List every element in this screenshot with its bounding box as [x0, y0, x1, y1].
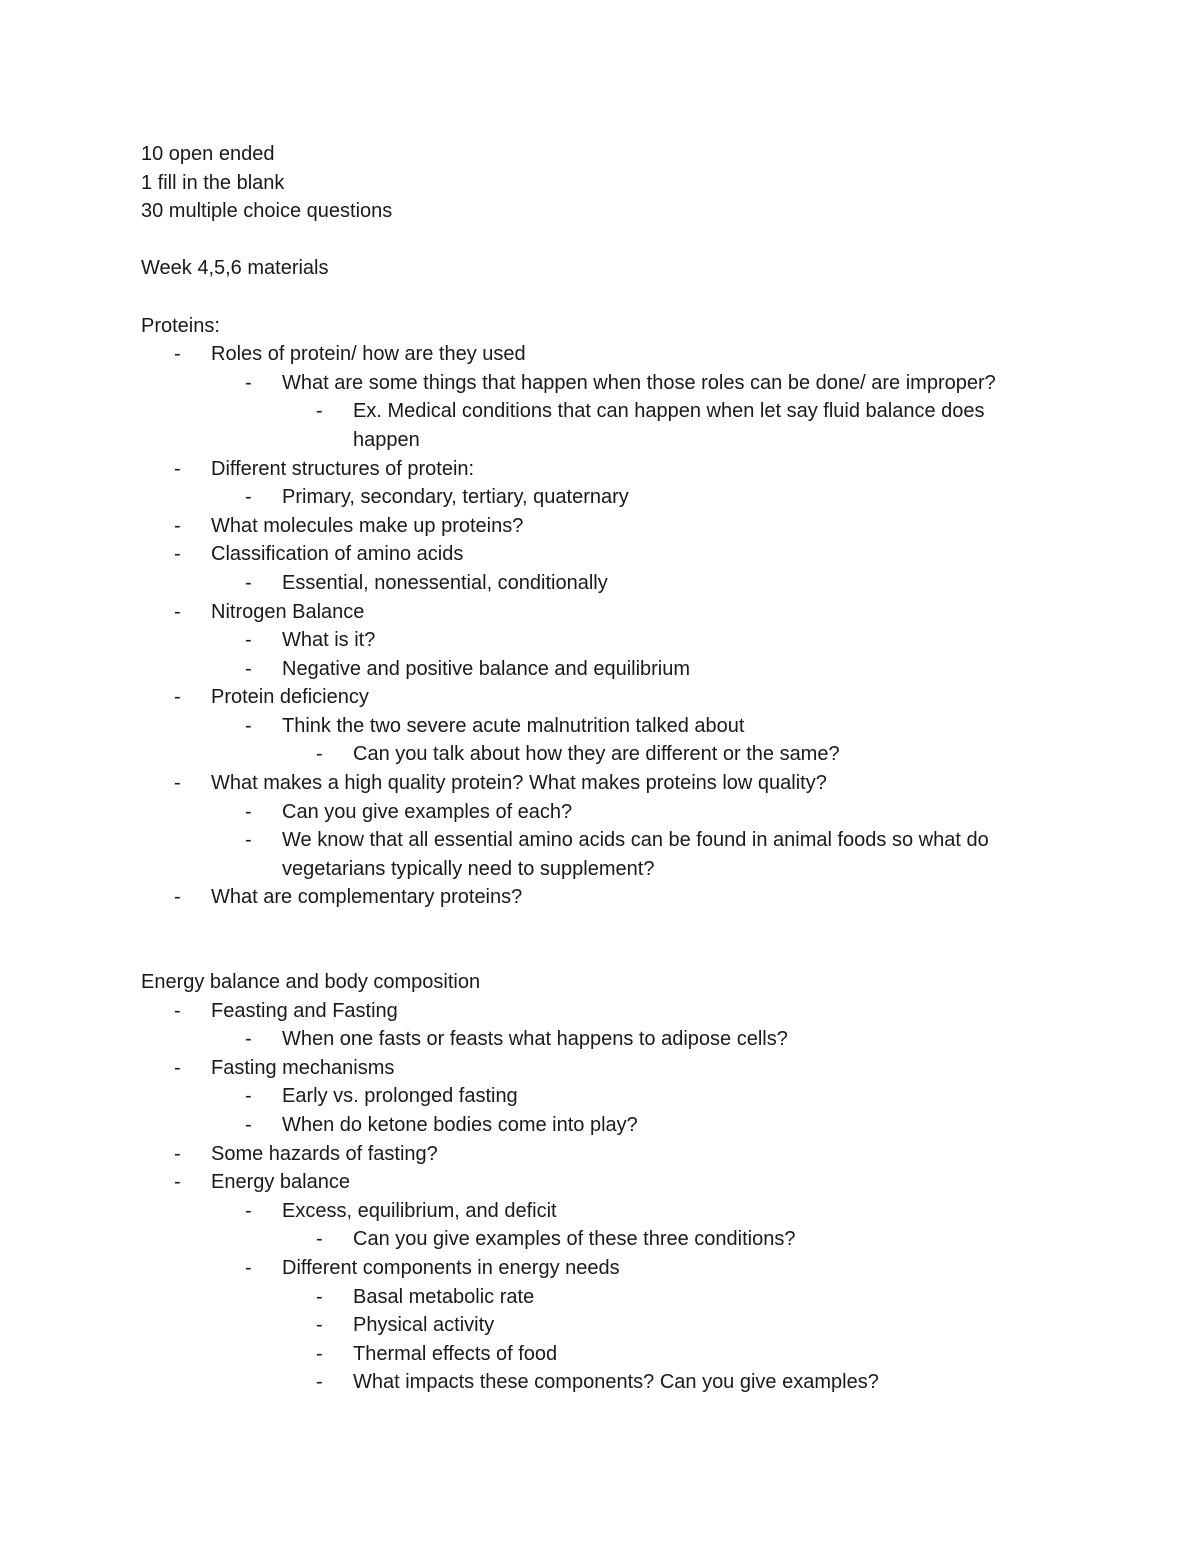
outline-item-level-3	[141, 1368, 1061, 1397]
dash-bullet-icon: -	[174, 1142, 181, 1165]
outline-item-text: What are complementary proteins?	[211, 886, 523, 909]
outline-item-text: Can you give examples of each?	[282, 800, 573, 823]
section-proteins	[141, 312, 1061, 912]
outline-item-level-3	[141, 1311, 1061, 1340]
outline-item-level-3	[141, 397, 1061, 454]
outline-item-text: What is it?	[282, 629, 376, 652]
outline-item-level-1	[141, 340, 1061, 369]
outline-item-text: What are some things that happen when those roles can be done/ are improper?	[282, 371, 996, 394]
dash-bullet-icon: -	[245, 829, 252, 852]
outline-item-text: Physical activity	[353, 1314, 495, 1337]
outline-item-text: Essential, nonessential, conditionally	[282, 571, 608, 594]
dash-bullet-icon: -	[174, 514, 181, 537]
dash-bullet-icon: -	[245, 1114, 252, 1136]
dash-bullet-icon: -	[245, 1199, 252, 1222]
outline-item-text: Protein deficiency	[211, 686, 369, 709]
outline-item-text: Different components in energy needs	[282, 1256, 620, 1279]
materials-label: Week 4,5,6 materials	[141, 257, 329, 280]
dash-bullet-icon: -	[316, 743, 323, 766]
outline-item-text: Excess, equilibrium, and deficit	[282, 1199, 557, 1222]
dash-bullet-icon: -	[174, 543, 181, 566]
dash-bullet-icon: -	[245, 1085, 252, 1108]
outline-item-level-2	[141, 369, 1061, 398]
section-heading: Energy balance and body composition	[141, 971, 481, 994]
dash-bullet-icon: -	[174, 886, 181, 909]
outline-item-text: Think the two severe acute malnutrition talked about	[282, 714, 745, 737]
outline-item-level-2	[141, 798, 1061, 827]
outline-item-level-3	[141, 1283, 1061, 1312]
dash-bullet-icon: -	[316, 400, 323, 423]
outline-item-text: Energy balance	[211, 1171, 350, 1194]
dash-bullet-icon: -	[316, 1228, 323, 1251]
outline-list	[141, 997, 1061, 1397]
outline-item-text: Basal metabolic rate	[353, 1285, 535, 1308]
dash-bullet-icon: -	[174, 1056, 181, 1079]
outline-item-text: Classification of amino acids	[211, 543, 464, 566]
dash-bullet-icon: -	[245, 629, 252, 652]
outline-item-text: Thermal effects of food	[353, 1342, 558, 1365]
outline-item-text: Ex. Medical conditions that can happen when let say fluid balance does happen	[353, 400, 985, 451]
dash-bullet-icon: -	[174, 999, 181, 1022]
outline-item-level-1	[141, 455, 1061, 484]
outline-item-level-3	[141, 1340, 1061, 1369]
outline-item-text: Some hazards of fasting?	[211, 1142, 438, 1165]
dash-bullet-icon: -	[316, 1285, 323, 1308]
outline-item-level-2	[141, 626, 1061, 655]
outline-item-level-1	[141, 512, 1061, 541]
dash-bullet-icon: -	[245, 714, 252, 737]
dash-bullet-icon: -	[174, 457, 181, 480]
dash-bullet-icon: -	[316, 1342, 323, 1365]
dash-bullet-icon: -	[245, 657, 252, 680]
outline-item-text: Can you talk about how they are different or the same?	[353, 743, 840, 766]
outline-item-level-1	[141, 769, 1061, 798]
outline-item-text: When one fasts or feasts what happens to adipose cells?	[282, 1028, 788, 1051]
section-energy-balance	[141, 968, 1061, 1397]
outline-item-text: Feasting and Fasting	[211, 999, 398, 1022]
outline-item-text: Nitrogen Balance	[211, 600, 365, 623]
exam-format-line: 10 open ended	[141, 143, 275, 165]
outline-item-text: Primary, secondary, tertiary, quaternary	[282, 486, 629, 509]
outline-item-level-2	[141, 712, 1061, 741]
exam-format-line: 30 multiple choice questions	[141, 200, 393, 223]
outline-item-text: What makes a high quality protein? What makes proteins low quality?	[211, 772, 827, 795]
outline-item-text: Can you give examples of these three conditions?	[353, 1228, 796, 1251]
outline-item-text: Roles of protein/ how are they used	[211, 343, 526, 366]
outline-item-text: What impacts these components? Can you give examples?	[353, 1371, 879, 1394]
outline-item-level-2	[141, 826, 1061, 883]
outline-item-level-3	[141, 1225, 1061, 1254]
outline-item-level-1	[141, 1168, 1061, 1197]
outline-item-level-2	[141, 655, 1061, 684]
dash-bullet-icon: -	[245, 1256, 252, 1279]
outline-item-text: Different structures of protein:	[211, 457, 475, 480]
dash-bullet-icon: -	[245, 486, 252, 509]
outline-item-text: Fasting mechanisms	[211, 1056, 395, 1079]
exam-format-line: 1 fill in the blank	[141, 171, 285, 194]
outline-item-level-2	[141, 1111, 1061, 1140]
outline-item-level-2	[141, 1197, 1061, 1226]
outline-item-text: When do ketone bodies come into play?	[282, 1114, 638, 1136]
outline-item-text: Early vs. prolonged fasting	[282, 1085, 518, 1108]
outline-item-level-2	[141, 569, 1061, 598]
outline-item-level-1	[141, 683, 1061, 712]
exam-format-block	[141, 140, 1061, 226]
outline-item-level-2	[141, 1082, 1061, 1111]
dash-bullet-icon: -	[245, 371, 252, 394]
outline-item-level-1	[141, 1054, 1061, 1083]
dash-bullet-icon: -	[174, 772, 181, 795]
dash-bullet-icon: -	[174, 686, 181, 709]
dash-bullet-icon: -	[316, 1314, 323, 1337]
outline-item-level-1	[141, 997, 1061, 1026]
outline-item-level-2	[141, 483, 1061, 512]
outline-item-level-3	[141, 740, 1061, 769]
dash-bullet-icon: -	[316, 1371, 323, 1394]
dash-bullet-icon: -	[174, 1171, 181, 1194]
outline-item-level-2	[141, 1254, 1061, 1283]
dash-bullet-icon: -	[245, 800, 252, 823]
dash-bullet-icon: -	[174, 600, 181, 623]
outline-item-level-1	[141, 598, 1061, 627]
document-page	[141, 140, 1061, 1397]
outline-item-level-1	[141, 540, 1061, 569]
outline-list	[141, 340, 1061, 912]
dash-bullet-icon: -	[174, 343, 181, 366]
outline-item-level-1	[141, 1140, 1061, 1169]
outline-item-text: Negative and positive balance and equilibrium	[282, 657, 691, 680]
outline-item-level-2	[141, 1025, 1061, 1054]
dash-bullet-icon: -	[245, 571, 252, 594]
outline-item-level-1	[141, 883, 1061, 912]
section-heading: Proteins:	[141, 314, 220, 337]
outline-item-text: We know that all essential amino acids can be found in animal foods so what do vegetarians typically need to supplement?	[282, 829, 989, 880]
dash-bullet-icon: -	[245, 1028, 252, 1051]
outline-item-text: What molecules make up proteins?	[211, 514, 524, 537]
